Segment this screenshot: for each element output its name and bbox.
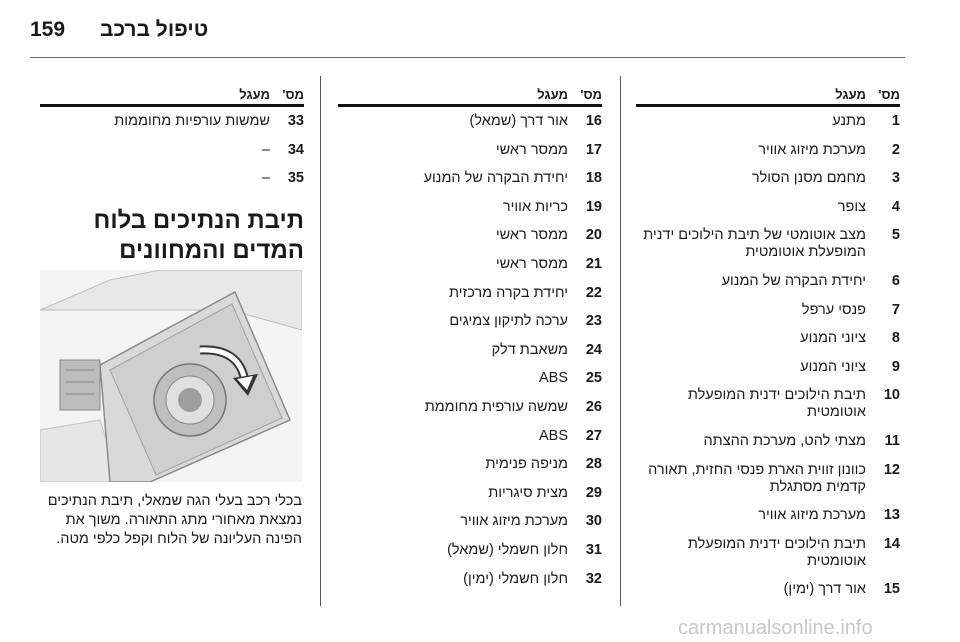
fuse-number: 28 <box>585 456 602 473</box>
fuse-number: 1 <box>891 113 900 129</box>
fuse-number: 13 <box>883 507 900 524</box>
table-row <box>636 273 900 290</box>
table-row <box>636 113 900 130</box>
table-row <box>338 285 602 302</box>
circuit-name: ציוני המנוע <box>800 330 866 347</box>
table-row <box>636 142 900 159</box>
table-row <box>636 507 900 524</box>
column-divider <box>620 76 621 606</box>
circuit-name: אור דרך (ימין) <box>783 581 866 598</box>
circuit-name: יחידת הבקרה של המנוע <box>423 170 568 187</box>
circuit-name: ממסר ראשי <box>495 227 568 244</box>
table-row <box>636 581 900 598</box>
circuit-name: חלון חשמלי (שמאל) <box>447 541 568 558</box>
fuse-number: 8 <box>891 330 900 347</box>
header-number: מס' <box>282 87 304 102</box>
circuit-name: מניפה פנימית <box>485 456 568 473</box>
page-header <box>0 0 960 62</box>
instrument-panel-illustration <box>40 270 302 482</box>
fuse-number: 19 <box>585 198 602 215</box>
fuse-number: 2 <box>891 141 900 158</box>
table-row <box>338 199 602 216</box>
circuit-name: כריות אוויר <box>502 198 568 215</box>
table-row <box>338 313 602 330</box>
circuit-name: חלון חשמלי (ימין) <box>463 570 568 587</box>
fuse-number: 30 <box>585 513 602 530</box>
header-number: מס' <box>580 87 602 102</box>
fuse-number: 14 <box>883 535 900 552</box>
circuit-name: מצית סיגריות <box>488 484 568 501</box>
section-title: תיבת הנתיכים בלוח המדים והמחוונים <box>93 207 304 264</box>
fuse-number: 16 <box>585 113 602 129</box>
table-row <box>338 342 602 359</box>
fuse-number: 15 <box>883 581 900 598</box>
instructions-caption: בכלי רכב בעלי הגה שמאלי, תיבת הנתיכים נמצאת מאחורי מתג התאורה. משוך את הפינה העליונה של הלוח וקפל כלפי מטה. <box>47 493 302 547</box>
circuit-name: מצתי להט, מערכת ההצתה <box>703 432 866 449</box>
table-row <box>636 387 900 421</box>
circuit-name: כוונון זווית הארת פנסי החזית, תאורה קדמית מסתגלת <box>648 461 866 495</box>
fuse-number: 26 <box>585 398 602 415</box>
circuit-name: משאבת דלק <box>491 341 568 358</box>
circuit-name: מערכת מיזוג אוויר <box>758 507 866 524</box>
fuse-number: 3 <box>891 170 900 187</box>
circuit-name: ממסר ראשי <box>495 255 568 272</box>
circuit-name: אור דרך (שמאל) <box>469 113 568 129</box>
fuse-number: 11 <box>884 432 900 449</box>
table-row <box>636 462 900 496</box>
fuse-number: 27 <box>585 427 602 444</box>
fuse-number: 7 <box>891 301 900 318</box>
fuse-number: 32 <box>585 570 602 587</box>
circuit-name: מחמם מסנן הסולר <box>751 170 866 187</box>
table-row <box>636 359 900 376</box>
column-divider <box>320 76 321 606</box>
fuse-number: 21 <box>585 255 602 272</box>
circuit-name: פנסי ערפל <box>801 301 866 318</box>
fuse-number: 20 <box>585 227 602 244</box>
table-row <box>636 433 900 450</box>
table-row <box>338 542 602 559</box>
table-row <box>338 256 602 273</box>
header-rule <box>40 104 304 107</box>
table-row <box>338 428 602 445</box>
fuse-number: 23 <box>585 313 602 330</box>
fuse-number: 10 <box>883 387 900 404</box>
header-circuit: מעגל <box>239 87 270 102</box>
table-row <box>338 485 602 502</box>
circuit-name: תיבת הילוכים ידנית המופעלת אוטומטית <box>687 535 866 569</box>
fuse-number: 17 <box>585 141 602 158</box>
fuse-number: 4 <box>891 198 900 215</box>
table-row <box>636 330 900 347</box>
circuit-name: צופר <box>837 198 866 215</box>
page-number: 159 <box>30 18 66 41</box>
header-circuit: מעגל <box>537 87 568 102</box>
table-row <box>636 199 900 216</box>
table-header <box>338 80 602 104</box>
circuit-name: ABS <box>538 370 568 387</box>
watermark: carmanualsonline.info <box>678 617 873 639</box>
circuit-name: ABS <box>538 427 568 444</box>
header-rule <box>338 104 602 107</box>
circuit-name: מצב אוטומטי של תיבת הילוכים ידנית המופעלת אוטומטית <box>643 227 866 261</box>
circuit-name: יחידת בקרה מרכזית <box>449 284 568 301</box>
table-row <box>338 142 602 159</box>
table-row <box>40 142 304 159</box>
fuse-number: 5 <box>891 227 900 244</box>
fuse-number: 31 <box>585 541 602 558</box>
circuit-name: – <box>261 141 270 158</box>
table-header <box>636 80 900 104</box>
table-row <box>40 170 304 187</box>
fuse-number: 18 <box>585 170 602 187</box>
table-row <box>40 113 304 130</box>
table-row <box>338 113 602 130</box>
fuse-number: 33 <box>287 113 304 129</box>
header-number: מס' <box>878 87 900 102</box>
table-row <box>636 302 900 319</box>
table-row <box>338 227 602 244</box>
fuse-table-right <box>636 80 900 610</box>
header-rule <box>30 57 905 58</box>
fuse-number: 34 <box>287 141 304 158</box>
circuit-name: ממסר ראשי <box>495 141 568 158</box>
table-row <box>636 170 900 187</box>
table-row <box>636 536 900 570</box>
circuit-name: תיבת הילוכים ידנית המופעלת אוטומטית <box>687 387 866 421</box>
fuse-number: 22 <box>585 284 602 301</box>
table-row <box>338 456 602 473</box>
circuit-name: מערכת מיזוג אוויר <box>460 513 568 530</box>
table-row <box>338 571 602 588</box>
circuit-name: מערכת מיזוג אוויר <box>758 141 866 158</box>
circuit-name: ערכה לתיקון צמיגים <box>449 313 568 330</box>
fuse-number: 9 <box>891 358 900 375</box>
circuit-name: ציוני המנוע <box>800 358 866 375</box>
fuse-table-middle <box>338 80 602 599</box>
circuit-name: מתנע <box>832 113 866 129</box>
header-rule <box>636 104 900 107</box>
circuit-name: שמשות עורפיות מחוממות <box>114 113 270 129</box>
table-row <box>338 399 602 416</box>
fuse-number: 35 <box>287 170 304 187</box>
fuse-number: 24 <box>585 341 602 358</box>
fuse-number: 25 <box>585 370 602 387</box>
fuse-number: 29 <box>585 484 602 501</box>
circuit-name: יחידת הבקרה של המנוע <box>721 272 866 289</box>
circuit-name: שמשה עורפית מחוממת <box>424 398 568 415</box>
table-row <box>338 370 602 387</box>
fuse-number: 6 <box>891 272 900 289</box>
table-row <box>636 227 900 261</box>
table-row <box>338 170 602 187</box>
fuse-table-left <box>40 80 304 199</box>
circuit-name: – <box>261 170 270 187</box>
header-circuit: מעגל <box>835 87 866 102</box>
running-title: טיפול ברכב <box>100 18 209 41</box>
table-header <box>40 80 304 104</box>
table-row <box>338 513 602 530</box>
fuse-number: 12 <box>883 461 900 478</box>
